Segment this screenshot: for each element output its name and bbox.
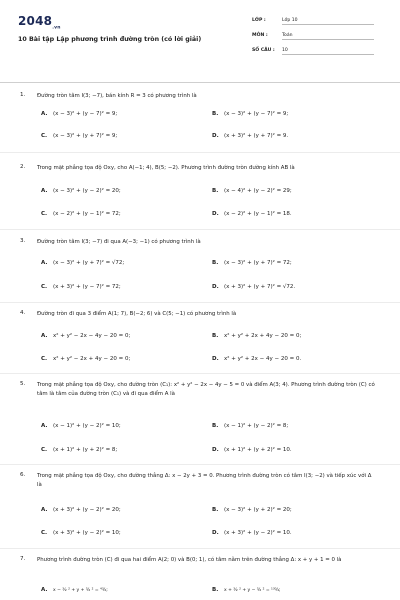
option-d[interactable] (212, 211, 292, 217)
question-stem: Đường tròn tâm I(3; −7) đi qua A(−3; −1) có phương trình là (37, 239, 201, 245)
subject-row (252, 33, 374, 40)
option-text: (x − 3)² + (y − 7)² = 9; (53, 111, 118, 117)
option-letter: D. (212, 211, 219, 217)
question-stem: Trong mặt phẳng tọa độ Oxy, cho đường thẳng Δ: x − 2y + 3 = 0. Phương trình đường tròn có tâm I(3; −2) và tiếp xúc với Δ là (37, 473, 372, 488)
question-number: 3. (20, 238, 26, 244)
option-text: (x + 3)² + (y + 7)² = 9. (224, 133, 289, 139)
question-divider (0, 229, 400, 230)
option-d[interactable] (212, 284, 295, 290)
option-text: x − ³⁄₂ ² + y + ⁵⁄₂ ² = ⁴³⁄₂; (53, 588, 108, 593)
option-letter: B. (212, 333, 219, 339)
option-letter: A. (41, 587, 48, 593)
question-stem: Trong mặt phẳng tọa độ Oxy, cho A(−1; 4), B(5; −2). Phương trình đường tròn đường kính AB là (37, 165, 295, 171)
option-text: (x − 1)² + (y − 2)² = 10; (53, 423, 121, 429)
option-letter: A. (41, 188, 48, 194)
question-divider (0, 302, 400, 303)
subject-label: MÔN : (252, 33, 268, 38)
document-title: 10 Bài tập Lập phương trình đường tròn (có lời giải) (18, 36, 202, 43)
count-value: 10 (282, 48, 374, 55)
option-letter: B. (212, 188, 219, 194)
option-letter: D. (212, 530, 219, 536)
logo-text: 2048 (18, 14, 53, 28)
option-letter: A. (41, 111, 48, 117)
option-text: (x − 3)² + (y + 7)² = √72; (53, 260, 125, 266)
option-a[interactable] (41, 333, 130, 339)
option-letter: A. (41, 423, 48, 429)
option-letter: C. (41, 211, 48, 217)
option-text: (x + 3)² + (y − 7)² = 72; (53, 284, 121, 290)
option-letter: D. (212, 133, 219, 139)
question-number: 4. (20, 310, 26, 316)
question-number: 6. (20, 472, 26, 478)
question-number: 5. (20, 381, 26, 387)
option-d[interactable] (212, 447, 292, 453)
option-text: (x + 1)² + (y + 2)² = 10. (224, 447, 292, 453)
question-number: 1. (20, 92, 26, 98)
count-label: SỐ CÂU : (252, 48, 275, 53)
option-a[interactable] (41, 507, 121, 513)
question-divider (0, 548, 400, 549)
option-letter: A. (41, 260, 48, 266)
option-b[interactable] (212, 111, 288, 117)
option-text: (x + 1)² + (y + 2)² = 8; (53, 447, 118, 453)
question-number: 2. (20, 164, 26, 170)
class-value: Lớp 10 (282, 18, 374, 25)
site-logo[interactable] (18, 14, 61, 30)
option-letter: D. (212, 284, 219, 290)
option-letter: C. (41, 447, 48, 453)
option-text: x² + y² − 2x − 4y − 20 = 0; (53, 333, 131, 339)
option-text: (x − 3)² + (y − 2)² = 20; (53, 188, 121, 194)
option-letter: C. (41, 133, 48, 139)
option-text: x² + y² + 2x − 4y − 20 = 0. (224, 356, 302, 362)
option-b[interactable] (212, 507, 292, 513)
option-text: (x + 3)² + (y + 7)² = √72. (224, 284, 296, 290)
option-letter: B. (212, 507, 219, 513)
option-d[interactable] (212, 530, 292, 536)
option-text: (x − 3)² + (y + 7)² = 9; (53, 133, 118, 139)
question-stem: Trong mặt phẳng tọa độ Oxy, cho đường tròn (C₁): x² + y² − 2x − 4y − 5 = 0 và điểm A(3; 4). Phương trình đường tròn (C) có tâm là tâm của đường tròn (C₁) và đi qua điểm A là (37, 382, 375, 397)
class-row (252, 18, 374, 25)
question-divider (0, 152, 400, 153)
class-label: LỚP : (252, 18, 266, 23)
option-text: x² + y² + 2x + 4y − 20 = 0; (224, 333, 302, 339)
option-text: x² + y² − 2x + 4y − 20 = 0; (53, 356, 131, 362)
option-b[interactable] (212, 260, 292, 266)
option-text: (x + 3)² + (y − 2)² = 10. (224, 530, 292, 536)
option-letter: B. (212, 587, 219, 593)
option-c[interactable] (41, 133, 117, 139)
option-letter: C. (41, 530, 48, 536)
option-text: (x − 3)² + (y + 7)² = 72; (224, 260, 292, 266)
option-text: (x − 3)² + (y − 7)² = 9; (224, 111, 289, 117)
option-c[interactable] (41, 284, 121, 290)
count-row (252, 48, 374, 55)
option-text: x + ³⁄₂ ² + y − ⁵⁄₂ ² = ¹³⁰⁄₄; (224, 588, 281, 593)
option-letter: B. (212, 111, 219, 117)
question-divider (0, 373, 400, 374)
option-c[interactable] (41, 211, 121, 217)
option-text: (x − 2)² + (y − 1)² = 18. (224, 211, 292, 217)
option-d[interactable] (212, 133, 288, 139)
option-letter: A. (41, 333, 48, 339)
option-text: (x + 3)² + (y − 2)² = 10; (53, 530, 121, 536)
option-b[interactable] (212, 333, 301, 339)
option-c[interactable] (41, 447, 117, 453)
question-stem: Phương trình đường tròn (C) đi qua hai điểm A(2; 0) và B(0; 1), có tâm nằm trên đường thẳng Δ: x + y + 1 = 0 là (37, 557, 342, 563)
header-divider (0, 82, 400, 83)
option-d[interactable] (212, 356, 301, 362)
option-text: (x + 3)² + (y − 2)² = 20; (53, 507, 121, 513)
option-letter: D. (212, 356, 219, 362)
option-text: (x − 3)² + (y + 2)² = 20; (224, 507, 292, 513)
option-a[interactable] (41, 188, 121, 194)
option-text: (x − 2)² + (y − 1)² = 72; (53, 211, 121, 217)
option-letter: B. (212, 260, 219, 266)
option-c[interactable] (41, 530, 121, 536)
option-letter: A. (41, 507, 48, 513)
question-stem: Đường tròn tâm I(3; −7), bán kính R = 3 có phương trình là (37, 93, 197, 99)
subject-value: Toán (282, 33, 374, 40)
logo-suffix: .vn (52, 25, 61, 31)
question-stem: Đường tròn đi qua 3 điểm A(1; 7), B(−2; 6) và C(5; −1) có phương trình là (37, 311, 237, 317)
option-letter: C. (41, 284, 48, 290)
option-b[interactable] (212, 188, 292, 194)
option-b[interactable] (212, 423, 288, 429)
option-a[interactable] (41, 111, 117, 117)
question-divider (0, 464, 400, 465)
document-header (0, 0, 400, 70)
option-a[interactable] (41, 260, 124, 266)
option-letter: D. (212, 447, 219, 453)
option-b[interactable] (212, 587, 281, 593)
option-letter: C. (41, 356, 48, 362)
question-number: 7. (20, 556, 26, 562)
option-letter: B. (212, 423, 219, 429)
option-a[interactable] (41, 587, 108, 593)
option-text: (x − 1)² + (y − 2)² = 8; (224, 423, 289, 429)
option-a[interactable] (41, 423, 121, 429)
option-c[interactable] (41, 356, 130, 362)
option-text: (x − 4)² + (y − 2)² = 29; (224, 188, 292, 194)
